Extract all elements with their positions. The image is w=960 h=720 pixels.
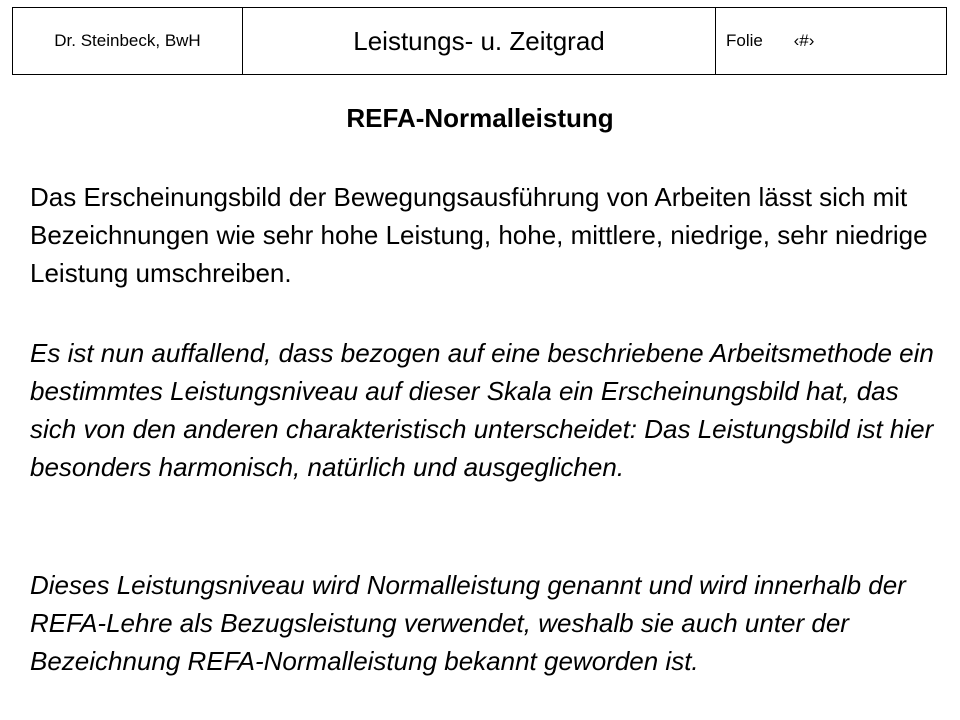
paragraph-definition: Dieses Leistungsniveau wird Normalleistung genannt und wird innerhalb der REFA-Lehre als Bezugsleistung verwendet, weshalb sie auch unter der Bezeichnung REFA-Normalleistung bekannt geworden ist. [30,570,906,676]
slide-number: ‹#› [793,31,815,50]
slide-heading: REFA-Normalleistung [346,103,614,133]
header-slide-cell [716,8,947,75]
slide-header-table [12,7,947,75]
header-title: Leistungs- u. Zeitgrad [243,8,716,75]
paragraph-intro: Das Erscheinungsbild der Bewegungsausführung von Arbeiten lässt sich mit Bezeichnungen wie sehr hohe Leistung, hohe, mittlere, niedrige, sehr niedrige Leistung umschreiben. [30,182,928,288]
header-author: Dr. Steinbeck, BwH [13,8,243,75]
paragraph-observation: Es ist nun auffallend, dass bezogen auf eine beschriebene Arbeitsmethode ein bestimmtes Leistungsniveau auf dieser Skala ein Erscheinungsbild hat, das sich von den anderen charakteristisch unterscheidet: Das Leistungsbild ist hier besonders harmonisch, natürlich und ausgeglichen. [30,338,934,482]
slide-label: Folie [726,31,763,50]
